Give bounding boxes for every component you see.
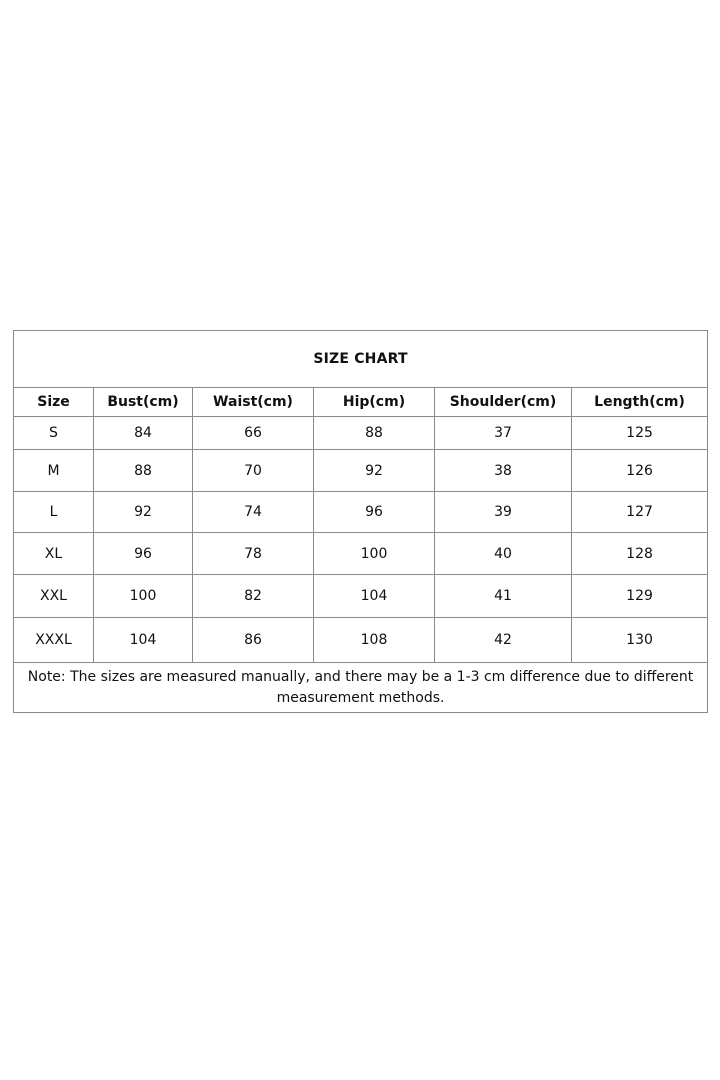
table-row xyxy=(14,533,708,575)
cell-shoulder: 41 xyxy=(435,575,572,618)
column-header-bust: Bust(cm) xyxy=(94,388,193,417)
cell-bust: 88 xyxy=(94,450,193,492)
cell-waist: 74 xyxy=(193,492,314,533)
size-chart xyxy=(13,330,707,713)
cell-length: 126 xyxy=(572,450,708,492)
cell-bust: 84 xyxy=(94,417,193,450)
column-header-size: Size xyxy=(14,388,94,417)
column-header-shoulder: Shoulder(cm) xyxy=(435,388,572,417)
cell-hip: 108 xyxy=(314,618,435,663)
table-row xyxy=(14,618,708,663)
cell-hip: 104 xyxy=(314,575,435,618)
cell-size: XXL xyxy=(14,575,94,618)
cell-length: 128 xyxy=(572,533,708,575)
cell-length: 127 xyxy=(572,492,708,533)
cell-waist: 70 xyxy=(193,450,314,492)
cell-bust: 104 xyxy=(94,618,193,663)
cell-shoulder: 37 xyxy=(435,417,572,450)
cell-hip: 88 xyxy=(314,417,435,450)
table-row xyxy=(14,575,708,618)
column-header-length: Length(cm) xyxy=(572,388,708,417)
cell-hip: 96 xyxy=(314,492,435,533)
cell-length: 129 xyxy=(572,575,708,618)
column-header-waist: Waist(cm) xyxy=(193,388,314,417)
cell-bust: 100 xyxy=(94,575,193,618)
cell-size: S xyxy=(14,417,94,450)
measurement-note: Note: The sizes are measured manually, and there may be a 1-3 cm difference due to different measurement methods. xyxy=(14,663,708,713)
cell-bust: 96 xyxy=(94,533,193,575)
cell-hip: 100 xyxy=(314,533,435,575)
column-header-hip: Hip(cm) xyxy=(314,388,435,417)
cell-shoulder: 40 xyxy=(435,533,572,575)
cell-hip: 92 xyxy=(314,450,435,492)
cell-shoulder: 42 xyxy=(435,618,572,663)
size-chart-table xyxy=(13,330,708,713)
cell-waist: 66 xyxy=(193,417,314,450)
cell-waist: 86 xyxy=(193,618,314,663)
cell-size: XL xyxy=(14,533,94,575)
cell-bust: 92 xyxy=(94,492,193,533)
cell-shoulder: 39 xyxy=(435,492,572,533)
cell-shoulder: 38 xyxy=(435,450,572,492)
cell-length: 125 xyxy=(572,417,708,450)
cell-length: 130 xyxy=(572,618,708,663)
table-row xyxy=(14,417,708,450)
table-row xyxy=(14,450,708,492)
cell-size: M xyxy=(14,450,94,492)
header-row xyxy=(14,388,708,417)
cell-waist: 82 xyxy=(193,575,314,618)
cell-size: XXXL xyxy=(14,618,94,663)
chart-title: SIZE CHART xyxy=(14,331,708,388)
cell-waist: 78 xyxy=(193,533,314,575)
table-row xyxy=(14,492,708,533)
cell-size: L xyxy=(14,492,94,533)
